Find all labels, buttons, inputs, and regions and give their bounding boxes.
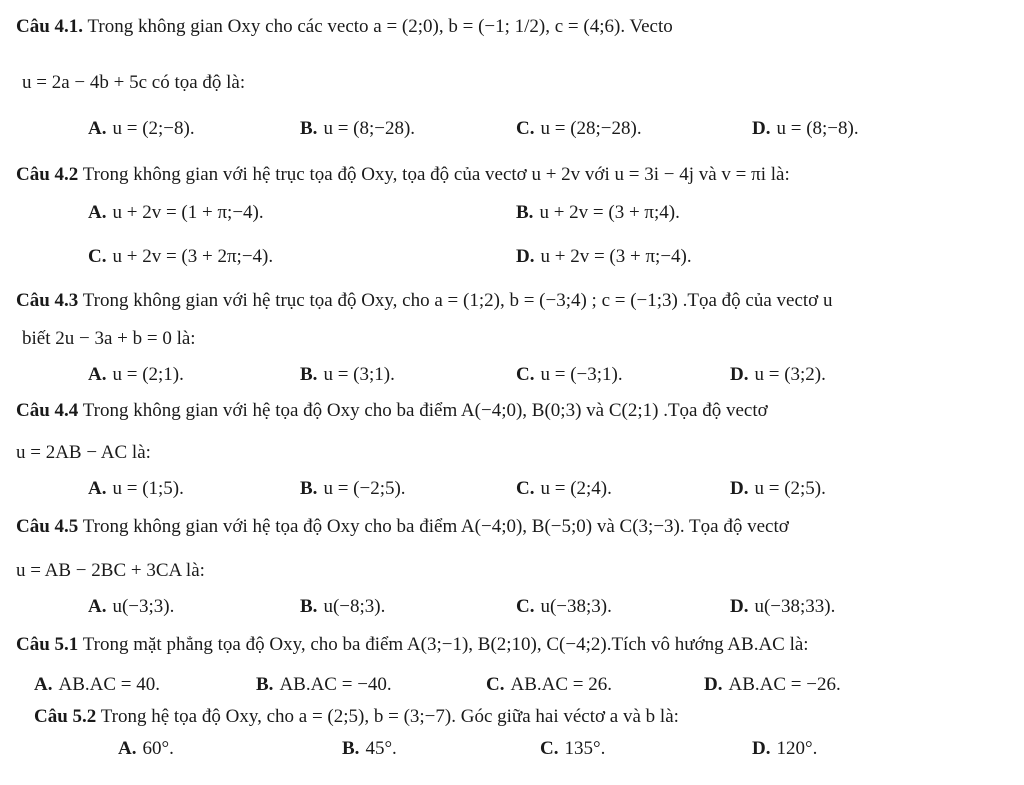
option-letter: C. xyxy=(516,596,535,617)
question-text: biết 2u − 3a + b = 0 là: xyxy=(22,328,196,349)
option-5-1-a[interactable] xyxy=(34,674,160,696)
question-4-4-line-2 xyxy=(16,442,151,464)
option-text: u + 2v = (1 + π;−4). xyxy=(112,202,264,223)
option-5-2-b[interactable] xyxy=(342,738,397,760)
option-5-2-c[interactable] xyxy=(540,738,605,760)
option-text: u = (2;4). xyxy=(540,478,612,499)
option-4-4-a[interactable] xyxy=(88,478,184,500)
question-label: Câu 4.2 xyxy=(16,164,79,185)
option-letter: C. xyxy=(540,738,559,759)
option-letter: C. xyxy=(486,674,505,695)
option-letter: B. xyxy=(342,738,360,759)
question-4-5-line-1 xyxy=(16,516,789,538)
option-text: u = (28;−28). xyxy=(540,118,642,139)
option-text: 45°. xyxy=(365,738,397,759)
question-text: u = 2a − 4b + 5c có tọa độ là: xyxy=(22,72,246,93)
option-text: u(−38;3). xyxy=(540,596,612,617)
question-text: Trong không gian với hệ tọa độ Oxy cho ba điểm A(−4;0), B(−5;0) và C(3;−3). Tọa độ vectơ xyxy=(78,516,789,537)
option-letter: A. xyxy=(88,202,107,223)
option-text: u = (8;−28). xyxy=(323,118,416,139)
option-text: AB.AC = 26. xyxy=(510,674,612,695)
option-letter: A. xyxy=(88,118,107,139)
option-text: u = (1;5). xyxy=(112,478,184,499)
question-4-1-line-2 xyxy=(22,72,245,94)
option-text: u = (3;2). xyxy=(754,364,826,385)
option-4-3-a[interactable] xyxy=(88,364,184,386)
option-4-3-c[interactable] xyxy=(516,364,623,386)
option-4-4-d[interactable] xyxy=(730,478,826,500)
question-label: Câu 5.1 xyxy=(16,634,79,655)
option-text: u = (3;1). xyxy=(323,364,395,385)
option-letter: A. xyxy=(88,364,107,385)
question-text: u = 2AB − AC là: xyxy=(16,442,151,463)
option-letter: B. xyxy=(300,478,318,499)
option-letter: C. xyxy=(516,478,535,499)
option-text: u + 2v = (3 + π;4). xyxy=(539,202,680,223)
question-text: Trong hệ tọa độ Oxy, cho a = (2;5), b = (3;−7). Góc giữa hai véctơ a và b là: xyxy=(96,706,679,727)
option-letter: B. xyxy=(300,596,318,617)
option-text: 60°. xyxy=(142,738,174,759)
option-letter: D. xyxy=(752,118,771,139)
option-4-1-c[interactable] xyxy=(516,118,642,140)
option-text: u(−3;3). xyxy=(112,596,175,617)
option-4-5-b[interactable] xyxy=(300,596,385,618)
option-4-5-a[interactable] xyxy=(88,596,174,618)
question-label: Câu 5.2 xyxy=(34,706,97,727)
option-4-4-c[interactable] xyxy=(516,478,612,500)
option-5-1-b[interactable] xyxy=(256,674,392,696)
question-label: Câu 4.5 xyxy=(16,516,79,537)
question-text: u = AB − 2BC + 3CA là: xyxy=(16,560,205,581)
option-letter: C. xyxy=(516,364,535,385)
option-letter: D. xyxy=(704,674,723,695)
question-label: Câu 4.1. xyxy=(16,16,84,37)
option-text: u = (−3;1). xyxy=(540,364,623,385)
option-4-2-d[interactable] xyxy=(516,246,692,268)
option-letter: D. xyxy=(516,246,535,267)
option-4-5-c[interactable] xyxy=(516,596,612,618)
option-letter: A. xyxy=(88,478,107,499)
option-4-1-d[interactable] xyxy=(752,118,859,140)
question-5-1-line-1 xyxy=(16,634,809,656)
option-text: u + 2v = (3 + 2π;−4). xyxy=(112,246,274,267)
option-4-2-b[interactable] xyxy=(516,202,680,224)
question-text: Trong không gian Oxy cho các vecto a = (2;0), b = (−1; 1/2), c = (4;6). Vecto xyxy=(83,16,673,37)
question-4-5-line-2 xyxy=(16,560,205,582)
option-text: u = (2;−8). xyxy=(112,118,195,139)
option-letter: C. xyxy=(516,118,535,139)
question-4-1-line-1 xyxy=(16,16,673,38)
option-letter: D. xyxy=(730,596,749,617)
option-text: AB.AC = −26. xyxy=(728,674,841,695)
option-4-1-b[interactable] xyxy=(300,118,415,140)
question-text: Trong không gian với hệ trục tọa độ Oxy, cho a = (1;2), b = (−3;4) ; c = (−1;3) .Tọa độ của vectơ u xyxy=(78,290,833,311)
option-letter: C. xyxy=(88,246,107,267)
option-letter: B. xyxy=(516,202,534,223)
option-letter: B. xyxy=(300,118,318,139)
question-label: Câu 4.4 xyxy=(16,400,79,421)
option-text: u + 2v = (3 + π;−4). xyxy=(540,246,692,267)
question-label: Câu 4.3 xyxy=(16,290,79,311)
option-text: 120°. xyxy=(776,738,818,759)
option-letter: D. xyxy=(752,738,771,759)
question-text: Trong không gian với hệ trục tọa độ Oxy, tọa độ của vectơ u + 2v với u = 3i − 4j và v = πi là: xyxy=(78,164,790,185)
option-letter: A. xyxy=(118,738,137,759)
option-text: u(−8;3). xyxy=(323,596,386,617)
option-text: AB.AC = 40. xyxy=(58,674,160,695)
option-letter: A. xyxy=(34,674,53,695)
option-4-3-d[interactable] xyxy=(730,364,826,386)
option-text: u = (2;1). xyxy=(112,364,184,385)
option-text: AB.AC = −40. xyxy=(279,674,392,695)
question-4-4-line-1 xyxy=(16,400,768,422)
option-5-2-a[interactable] xyxy=(118,738,174,760)
option-4-5-d[interactable] xyxy=(730,596,835,618)
question-4-2-line-1 xyxy=(16,164,790,186)
option-text: u = (−2;5). xyxy=(323,478,406,499)
question-text: Trong không gian với hệ tọa độ Oxy cho ba điểm A(−4;0), B(0;3) và C(2;1) .Tọa độ vectơ xyxy=(78,400,768,421)
option-letter: D. xyxy=(730,478,749,499)
option-text: u = (2;5). xyxy=(754,478,826,499)
option-5-2-d[interactable] xyxy=(752,738,817,760)
option-text: 135°. xyxy=(564,738,606,759)
option-4-4-b[interactable] xyxy=(300,478,406,500)
question-text: Trong mặt phẳng tọa độ Oxy, cho ba điểm A(3;−1), B(2;10), C(−4;2).Tích vô hướng AB.AC là: xyxy=(78,634,809,655)
option-5-1-c[interactable] xyxy=(486,674,612,696)
option-4-1-a[interactable] xyxy=(88,118,195,140)
option-letter: A. xyxy=(88,596,107,617)
option-4-3-b[interactable] xyxy=(300,364,395,386)
option-5-1-d[interactable] xyxy=(704,674,841,696)
option-4-2-a[interactable] xyxy=(88,202,264,224)
option-letter: B. xyxy=(300,364,318,385)
question-4-3-line-1 xyxy=(16,290,832,312)
option-text: u = (8;−8). xyxy=(776,118,859,139)
option-text: u(−38;33). xyxy=(754,596,836,617)
option-letter: B. xyxy=(256,674,274,695)
question-4-3-line-2 xyxy=(22,328,196,350)
question-5-2-line-1 xyxy=(34,706,679,728)
option-letter: D. xyxy=(730,364,749,385)
option-4-2-c[interactable] xyxy=(88,246,273,268)
